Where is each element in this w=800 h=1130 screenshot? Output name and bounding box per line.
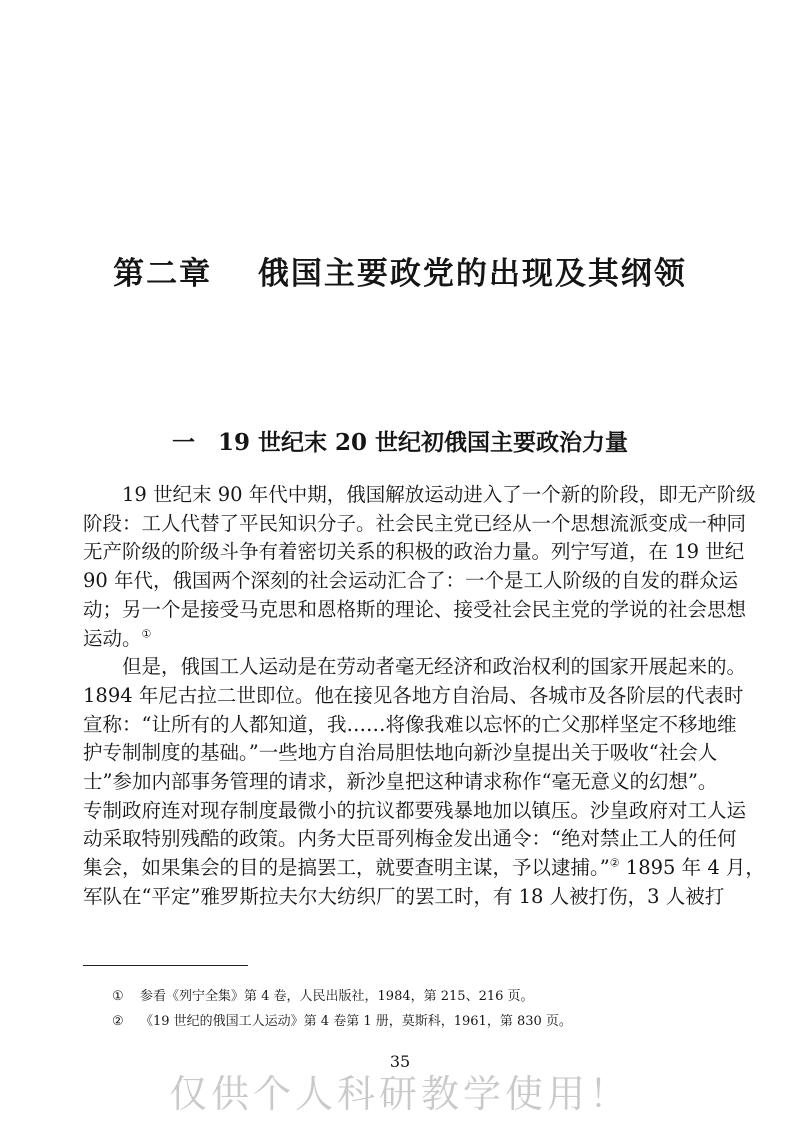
body-line-text: 90 年代，俄国两个深刻的社会运动汇合了：一个是工人阶级的自发的群众运 [83, 569, 739, 593]
body-line [122, 481, 756, 509]
footnote [112, 988, 534, 1006]
body-line [83, 682, 744, 710]
body-line-text: 1894 年尼古拉二世即位。他在接见各地方自治局、各城市及各阶层的代表时 [83, 683, 744, 707]
footnote-text: 《19 世纪的俄国工人运动》第 4 卷第 1 册，莫斯科，1961，第 830 页。 [140, 1014, 572, 1029]
body-line-text: 护专制制度的基础。”一些地方自治局胆怯地向新沙皇提出关于吸收“社会人 [83, 741, 718, 765]
chapter-title: 第二章 俄国主要政党的出现及其纲领 [113, 256, 687, 292]
footnote-reference[interactable]: ① [141, 627, 152, 640]
body-line [83, 739, 728, 767]
page-number: 35 [389, 1052, 411, 1071]
body-line [83, 596, 747, 624]
body-line-continuation: 1895 年 4 月， [619, 856, 765, 880]
body-line-text: 集会，如果集会的目的是搞罢工，就要查明主谋，予以逮捕。” [83, 856, 610, 880]
body-line [83, 768, 728, 796]
body-line [83, 797, 747, 825]
body-line-text: 宣称：“让所有的人都知道，我……将像我难以忘怀的亡父那样坚定不移地维 [83, 712, 737, 736]
body-line [83, 825, 737, 853]
body-line [83, 625, 728, 653]
footnote-text: 参看《列宁全集》第 4 卷，人民出版社，1984，第 215、216 页。 [140, 989, 534, 1004]
body-line-text: 但是，俄国工人运动是在劳动者毫无经济和政治权利的国家开展起来的。 [122, 655, 747, 679]
body-line-text: 运动。 [83, 626, 142, 650]
body-line [83, 567, 739, 595]
watermark: 仅供个人科研教学使用！ [168, 1072, 631, 1116]
body-line [83, 711, 737, 739]
body-line-text: 无产阶级的阶级斗争有着密切关系的积极的政治力量。列宁写道，在 19 世纪 [83, 540, 745, 564]
body-line-text: 动；另一个是接受马克思和恩格斯的理论、接受社会民主党的学说的社会思想 [83, 597, 747, 621]
body-line-text: 阶段：工人代替了平民知识分子。社会民主党已经从一个思想流派变成一种同 [83, 511, 747, 535]
footnote-divider [83, 965, 248, 966]
body-line-text: 19 世纪末 90 年代中期，俄国解放运动进入了一个新的阶段，即无产阶级 [122, 483, 756, 506]
body-line-text: 专制政府连对现存制度最微小的抗议都要残暴地加以镇压。沙皇政府对工人运 [83, 798, 747, 822]
footnote [112, 1013, 572, 1031]
footnote-mark: ① [112, 989, 124, 1004]
section-title: 一 19 世纪末 20 世纪初俄国主要政治力量 [171, 429, 629, 456]
body-line-text: 军队在“平定”雅罗斯拉夫尔大纺织厂的罢工时，有 18 人被打伤，3 人被打 [83, 884, 725, 908]
body-line [122, 653, 747, 681]
body-line-text: 士”参加内部事务管理的请求，新沙皇把这种请求称作“毫无意义的幻想”。 [83, 770, 718, 793]
body-line-text: 动采取特别残酷的政策。内务大臣哥列梅金发出通令：“绝对禁止工人的任何 [83, 827, 737, 851]
footnote-reference[interactable]: ② [609, 856, 620, 870]
body-line [83, 883, 728, 911]
body-line [83, 510, 747, 538]
footnote-mark: ② [112, 1014, 124, 1029]
body-line [83, 854, 765, 882]
body-line [83, 538, 745, 566]
